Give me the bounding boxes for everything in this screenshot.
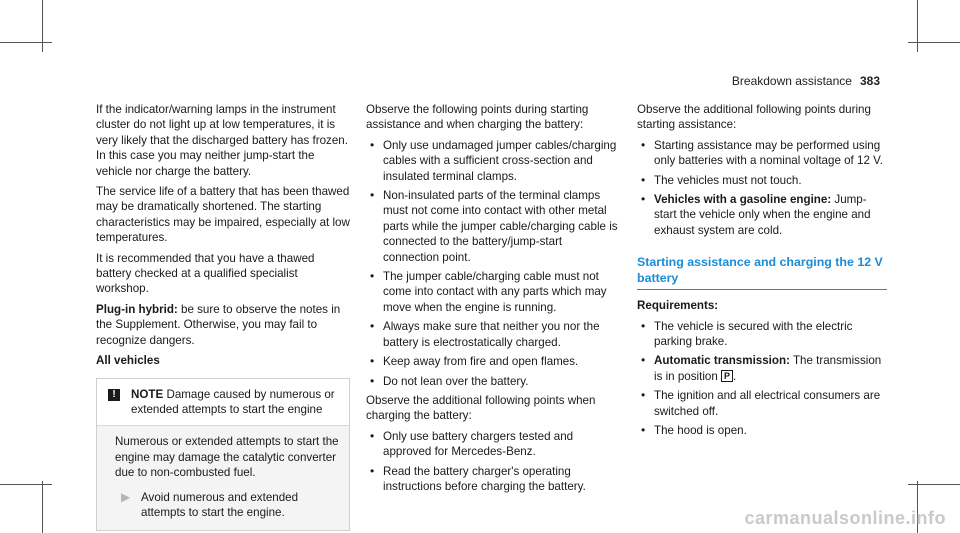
column-2 <box>366 102 620 498</box>
crop-mark <box>0 484 52 485</box>
list-item: • Read the battery charger's operating instructions before charging the battery. <box>366 464 620 495</box>
park-position-icon: P <box>721 370 733 382</box>
gasoline-engine-text: Jump-start the vehicle only when the engine and exhaust system are cold. <box>654 193 871 237</box>
paragraph-frozen-battery: If the indicator/warning lamps in the instrument cluster do not light up at low temperatures, it is very likely that the discharged battery has frozen. In this case you may neither jump-start the vehicle nor charge the battery. <box>96 103 348 178</box>
crop-mark <box>908 42 960 43</box>
list-item: • Always make sure that neither you nor the battery is electrostatically charged. <box>366 319 620 350</box>
notice-label: NOTE <box>131 387 164 401</box>
charging-list <box>366 429 620 495</box>
list-item: • Only use undamaged jumper cables/charging cables with a sufficient cross-section and insulated terminal clamps. <box>366 138 620 184</box>
watermark: carmanualsonline.info <box>744 508 946 528</box>
crop-mark <box>908 484 960 485</box>
warning-icon: ! <box>108 389 120 401</box>
transmission-text-end: . <box>733 369 737 383</box>
notice-body <box>97 426 349 530</box>
list-item: • Keep away from fire and open flames. <box>366 354 620 369</box>
column-3 <box>637 102 887 443</box>
list-item: • The vehicle is secured with the electric parking brake. <box>637 319 887 350</box>
additional-intro: Observe the additional following points during starting assistance: <box>637 103 871 132</box>
list-item: • The ignition and all electrical consumers are switched off. <box>637 388 887 419</box>
notice-header <box>97 379 349 427</box>
list-item: • The jumper cable/charging cable must not come into contact with any parts which may move when the engine is running. <box>366 269 620 315</box>
list-item: • The vehicles must not touch. <box>637 173 887 188</box>
paragraph-plugin-hybrid <box>96 302 350 348</box>
notice-box <box>96 378 350 532</box>
all-vehicles-label: All vehicles <box>96 354 160 368</box>
paragraph-recommendation: It is recommended that you have a thawed battery checked at a qualified specialist workshop. <box>96 251 315 296</box>
requirements-list <box>637 319 887 439</box>
notice-title: Damage caused by numerous or extended attempts to start the engine <box>131 387 335 416</box>
arrow-right-icon: ▶ <box>121 489 131 504</box>
crop-mark <box>917 0 918 52</box>
crop-mark <box>0 42 52 43</box>
transmission-label: Automatic transmission: <box>654 354 790 368</box>
charging-intro: Observe the additional following points when charging the battery: <box>366 393 596 423</box>
list-item <box>637 192 887 238</box>
column-1 <box>96 102 350 531</box>
page-number: 383 <box>859 74 880 88</box>
list-item <box>637 353 887 384</box>
notice-action-text: Avoid numerous and extended attempts to start the engine. <box>141 490 299 519</box>
section-heading: Starting assistance and charging the 12 V battery <box>637 255 887 290</box>
gasoline-engine-label: Vehicles with a gasoline engine: <box>654 193 832 207</box>
notice-action <box>115 490 339 521</box>
paragraph-service-life: The service life of a battery that has been thawed may be dramatically shortened. The starting characteristics may be impaired, especially at low temperatures. <box>96 185 350 245</box>
section-title: Breakdown assistance <box>731 74 852 88</box>
page-header <box>732 74 880 88</box>
list-item: • Starting assistance may be performed using only batteries with a nominal voltage of 12 V. <box>637 138 887 169</box>
list-item: • The hood is open. <box>637 423 887 438</box>
observe-list <box>366 138 620 389</box>
observe-intro: Observe the following points during starting assistance and when charging the battery: <box>366 103 589 132</box>
additional-list <box>637 138 887 238</box>
notice-body-text: Numerous or extended attempts to start the engine may damage the catalytic converter due to non-combusted fuel. <box>115 435 339 480</box>
list-item: • Do not lean over the battery. <box>366 374 620 389</box>
transmission-text: The transmission is in position <box>654 354 882 383</box>
plugin-hybrid-text: be sure to observe the notes in the Supplement. Otherwise, you may fail to recognize dangers. <box>96 302 341 347</box>
list-item: • Non-insulated parts of the terminal clamps must not come into contact with other metal parts while the jumper cable/charging cable is connected to the battery/jump-start connection point. <box>366 188 620 265</box>
plugin-hybrid-label: Plug-in hybrid: <box>96 302 178 316</box>
crop-mark <box>42 0 43 52</box>
list-item: • Only use battery chargers tested and approved for Mercedes-Benz. <box>366 429 620 460</box>
crop-mark <box>42 481 43 533</box>
requirements-label: Requirements: <box>637 299 719 313</box>
